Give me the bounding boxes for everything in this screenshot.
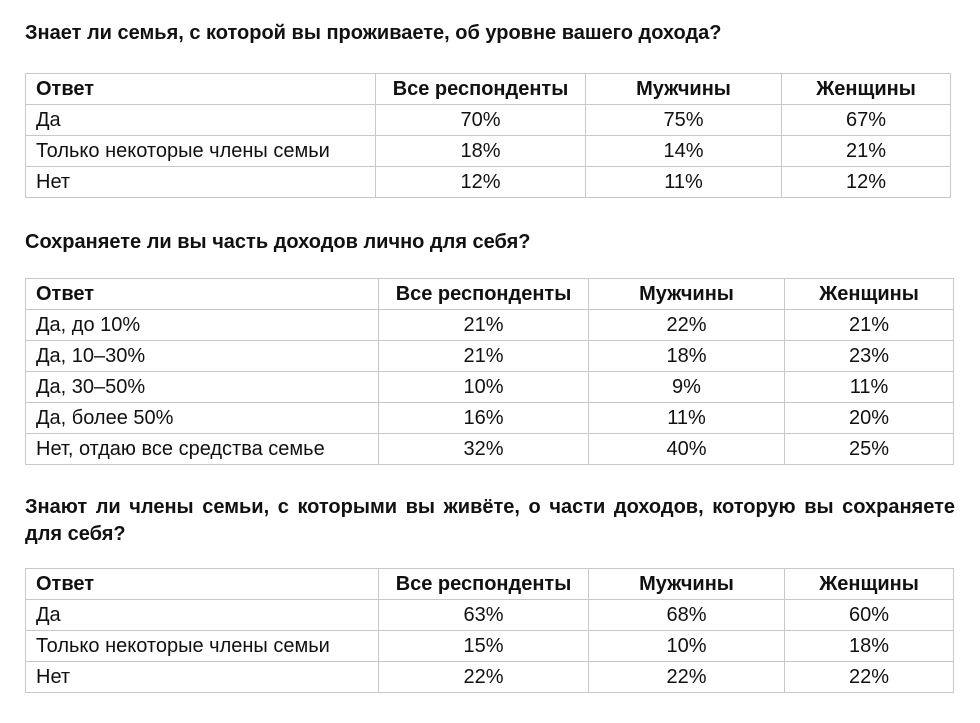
table-row — [26, 600, 954, 631]
value-all: 12% — [376, 167, 586, 198]
answer-cell: Только некоторые члены семьи — [26, 631, 379, 662]
value-women: 25% — [785, 434, 954, 465]
answer-cell: Да — [26, 105, 376, 136]
value-all: 22% — [379, 662, 589, 693]
table-row — [26, 136, 951, 167]
table-row — [26, 341, 954, 372]
section-3-table — [25, 568, 954, 693]
value-men: 14% — [586, 136, 782, 167]
answer-cell: Да, более 50% — [26, 403, 379, 434]
value-women: 18% — [785, 631, 954, 662]
table-row — [26, 310, 954, 341]
table-header-row — [26, 569, 954, 600]
section-1-title: Знает ли семья, с которой вы проживаете, об уровне вашего дохода? — [25, 22, 722, 44]
column-header-answer: Ответ — [26, 279, 379, 310]
value-women: 21% — [782, 136, 951, 167]
answer-cell: Нет — [26, 167, 376, 198]
table-header-row — [26, 74, 951, 105]
value-men: 22% — [589, 310, 785, 341]
value-men: 18% — [589, 341, 785, 372]
table-row — [26, 434, 954, 465]
table-row — [26, 167, 951, 198]
value-all: 21% — [379, 341, 589, 372]
column-header-answer: Ответ — [26, 74, 376, 105]
value-men: 9% — [589, 372, 785, 403]
column-header-women: Женщины — [785, 569, 954, 600]
value-men: 11% — [589, 403, 785, 434]
value-men: 11% — [586, 167, 782, 198]
section-2-title: Сохраняете ли вы часть доходов лично для себя? — [25, 231, 531, 253]
answer-cell: Только некоторые члены семьи — [26, 136, 376, 167]
value-all: 70% — [376, 105, 586, 136]
value-women: 12% — [782, 167, 951, 198]
column-header-men: Мужчины — [589, 569, 785, 600]
value-women: 22% — [785, 662, 954, 693]
table-row — [26, 662, 954, 693]
value-all: 18% — [376, 136, 586, 167]
answer-cell: Да, до 10% — [26, 310, 379, 341]
value-all: 63% — [379, 600, 589, 631]
value-men: 75% — [586, 105, 782, 136]
value-women: 67% — [782, 105, 951, 136]
value-all: 32% — [379, 434, 589, 465]
section-3-title: Знают ли члены семьи, с которыми вы живёте, о части доходов, которую вы сохраняете для себя? — [25, 496, 955, 545]
value-women: 21% — [785, 310, 954, 341]
section-2-table — [25, 278, 954, 465]
value-men: 40% — [589, 434, 785, 465]
answer-cell: Да, 30–50% — [26, 372, 379, 403]
section-1-table — [25, 73, 951, 198]
value-all: 21% — [379, 310, 589, 341]
answer-cell: Да, 10–30% — [26, 341, 379, 372]
column-header-men: Мужчины — [589, 279, 785, 310]
value-men: 68% — [589, 600, 785, 631]
column-header-women: Женщины — [782, 74, 951, 105]
value-women: 11% — [785, 372, 954, 403]
column-header-all: Все респонденты — [379, 569, 589, 600]
table-row — [26, 631, 954, 662]
column-header-answer: Ответ — [26, 569, 379, 600]
value-all: 15% — [379, 631, 589, 662]
value-women: 20% — [785, 403, 954, 434]
answer-cell: Нет — [26, 662, 379, 693]
value-all: 10% — [379, 372, 589, 403]
value-men: 22% — [589, 662, 785, 693]
answer-cell: Нет, отдаю все средства семье — [26, 434, 379, 465]
value-women: 23% — [785, 341, 954, 372]
column-header-men: Мужчины — [586, 74, 782, 105]
column-header-all: Все респонденты — [379, 279, 589, 310]
column-header-all: Все респонденты — [376, 74, 586, 105]
value-men: 10% — [589, 631, 785, 662]
table-row — [26, 403, 954, 434]
value-all: 16% — [379, 403, 589, 434]
answer-cell: Да — [26, 600, 379, 631]
value-women: 60% — [785, 600, 954, 631]
column-header-women: Женщины — [785, 279, 954, 310]
table-row — [26, 372, 954, 403]
table-row — [26, 105, 951, 136]
table-header-row — [26, 279, 954, 310]
